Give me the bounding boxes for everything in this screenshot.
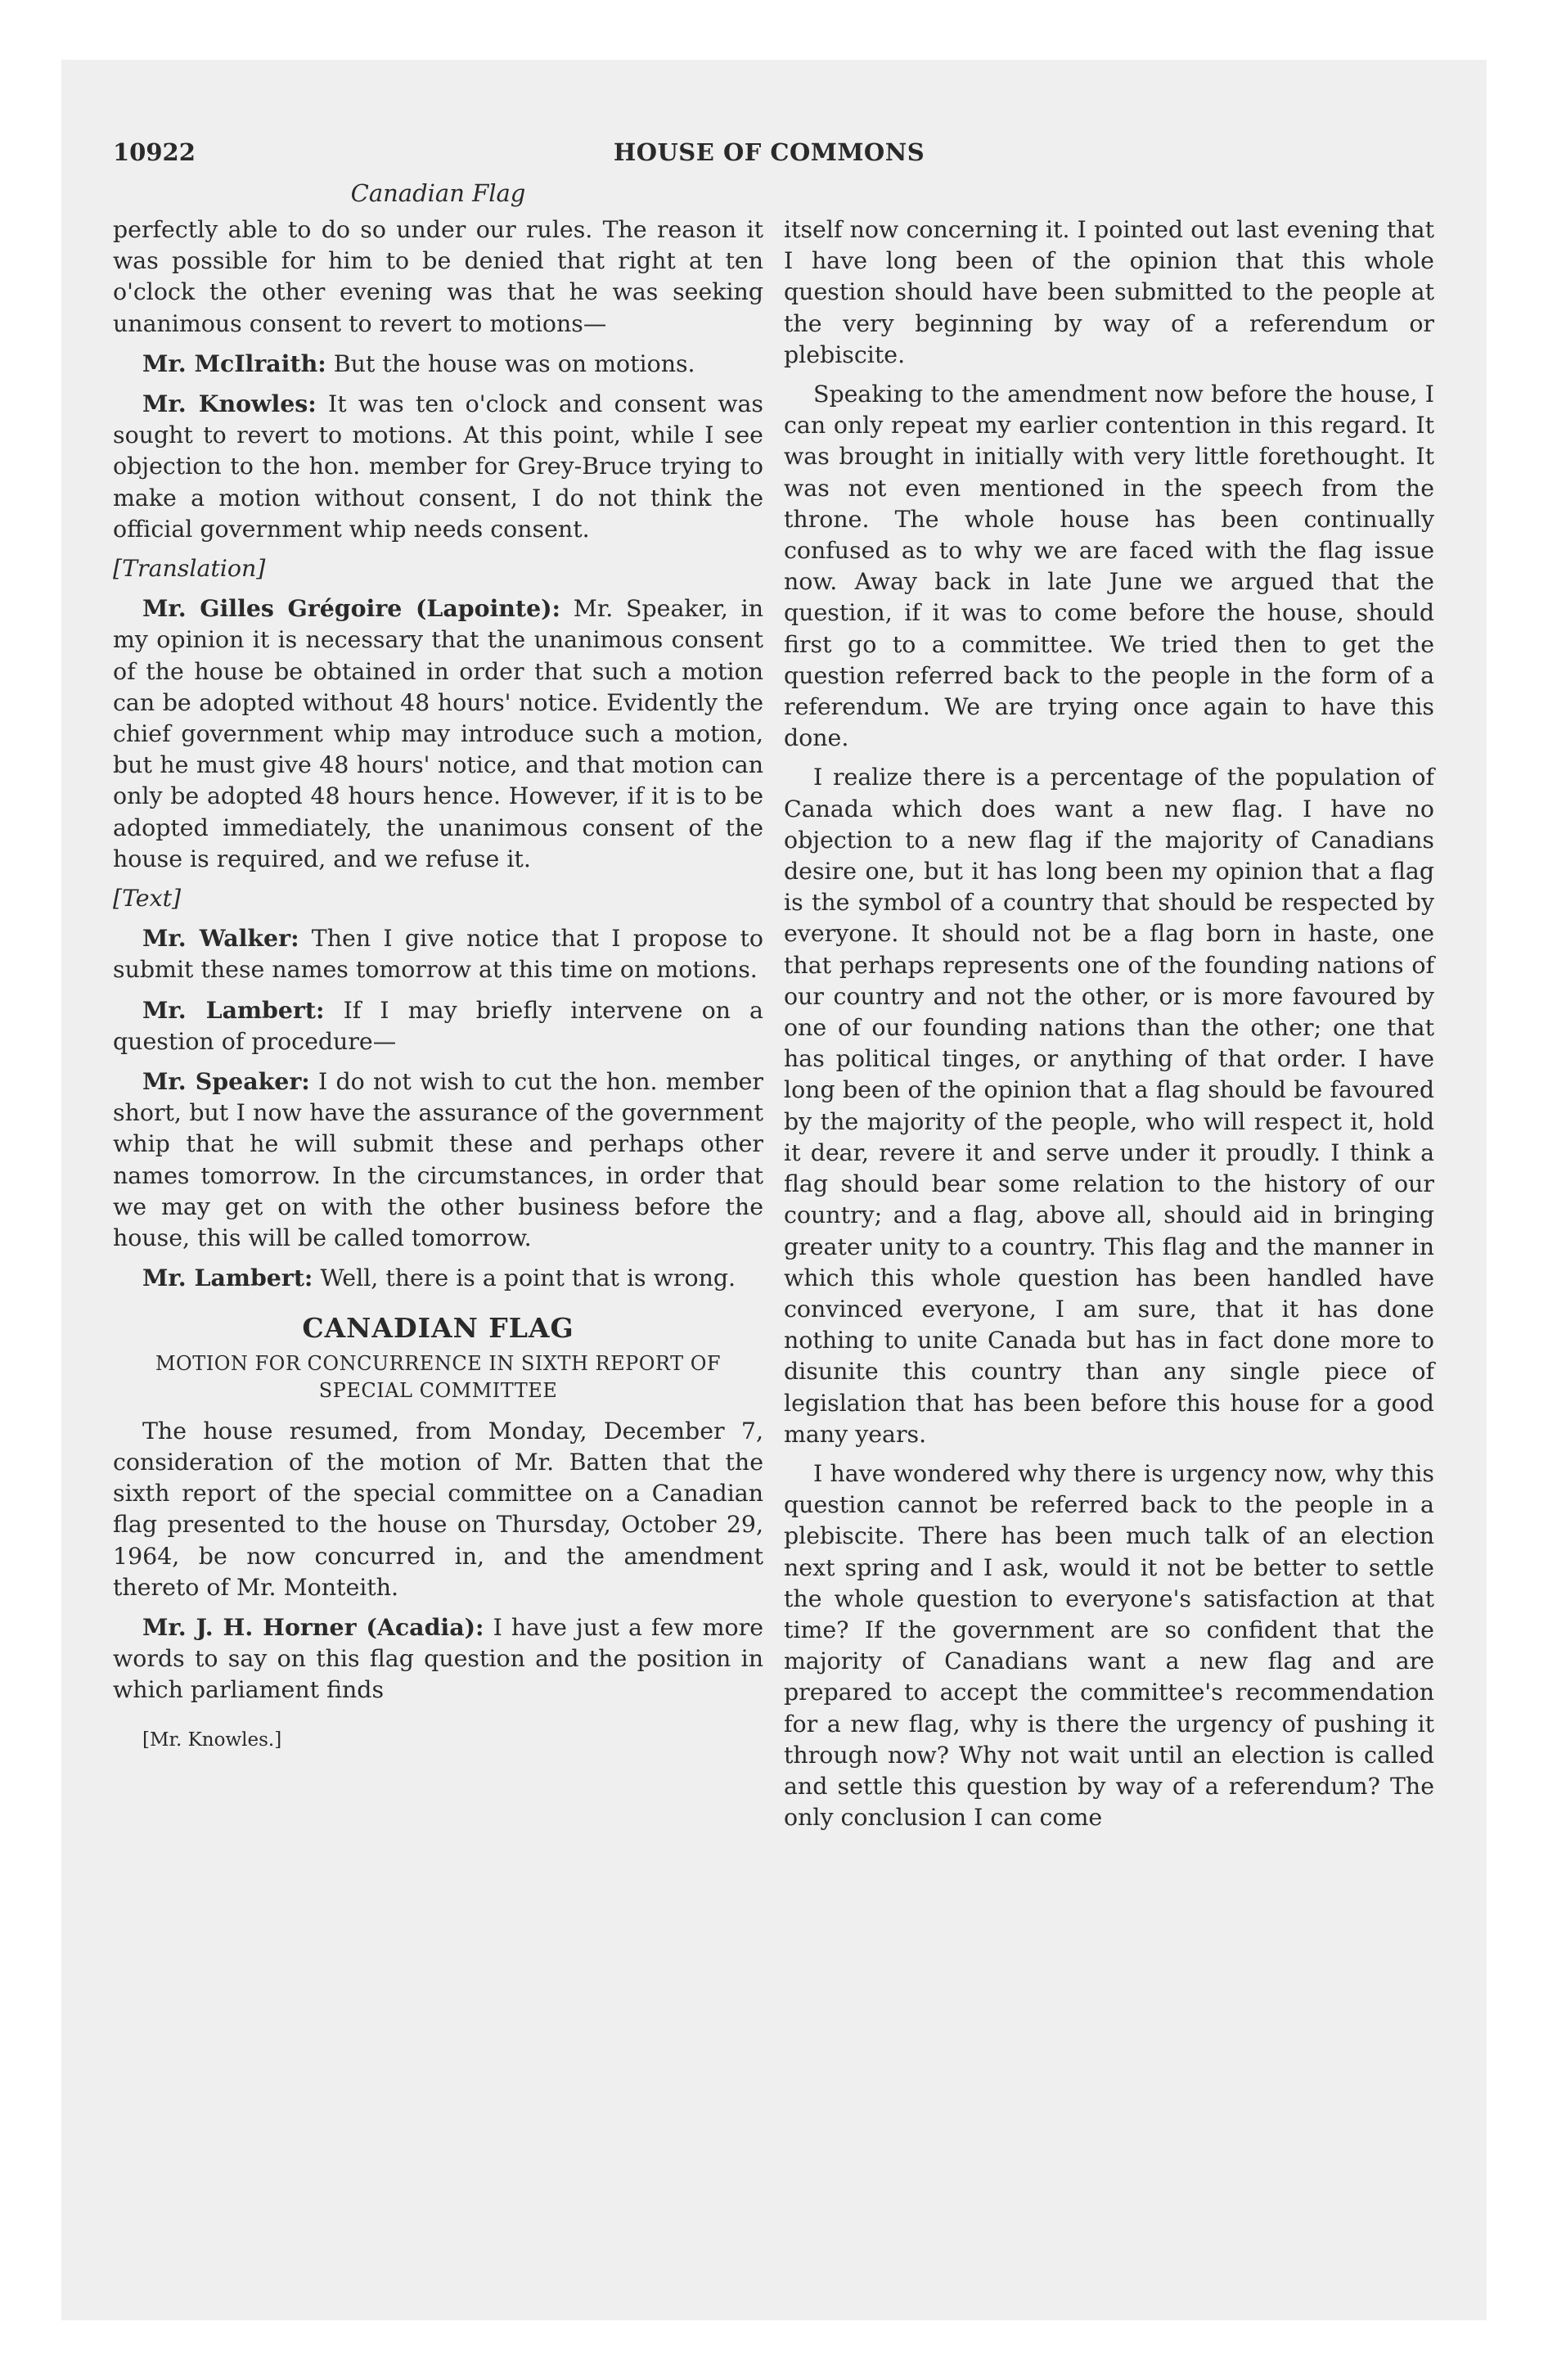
speech-text: Well, there is a point that is wrong. [313,1264,736,1292]
paragraph: The house resumed, from Monday, December 7, consideration of the motion of Mr. Batten that the sixth report of the special committee on a Canadian flag presented to the house on Thursday, October 29, 1964, be now concurred in, and the amendment thereto of Mr. Monteith. [113,1417,763,1601]
speaker-name: Mr. Gilles Grégoire (Lapointe): [142,594,561,623]
page-number: 10922 [113,138,196,166]
section-subheading: MOTION FOR CONCURRENCE IN SIXTH REPORT OF SPECIAL COMMITTEE [155,1351,722,1402]
speaker-name: Mr. J. H. Horner (Acadia): [142,1612,484,1641]
speech [113,348,763,380]
language-tag: [Text] [113,885,182,913]
section-heading: CANADIAN FLAG [302,1311,574,1344]
speech-text: It was ten o'clock and consent was sought to revert to motions. At this point, while I see objection to the hon. member for Grey-Bruce trying to make a motion without consent, I do not think the official government whip needs consent. [113,390,763,543]
speech [113,1066,763,1254]
paragraph: perfectly able to do so under our rules. The reason it was possible for him to be denied that right at ten o'clock the other evening was that he was seeking unanimous consent to revert to motions— [113,216,763,337]
speaker-name: Mr. Lambert: [142,995,325,1024]
paragraph: itself now concerning it. I pointed out last evening that I have long been of the opinion that this whole question should have been submitted to the people at the very beginning by way of a referendum or plebiscite. [784,216,1434,368]
speaker-name: Mr. Walker: [142,924,299,953]
speech-text: But the house was on motions. [326,349,695,377]
speech [113,994,763,1057]
speech-text: If I may briefly intervene on a question of procedure— [113,996,763,1055]
left-column [113,214,763,1764]
speaker-name: Mr. Speaker: [142,1067,310,1096]
speech [113,593,763,875]
speech [113,388,763,545]
speech-text: Then I give notice that I propose to submit these names tomorrow at this time on motions. [113,925,763,984]
paragraph: I have wondered why there is urgency now, why this question cannot be referred back to the people in a plebiscite. There has been much talk of an election next spring and I ask, would it not be better to settle the whole question to everyone's satisfaction at that time? If the government are so confident that the majority of Canadians want a new flag and are prepared to accept the committee's recommendation for a new flag, why is there the urgency of pushing it through now? Why not wait until an election is called and settle this question by way of a referendum? The only conclusion I can come [784,1459,1434,1832]
paragraph: I realize there is a percentage of the population of Canada which does want a new flag. I have no objection to a new flag if the majority of Canadians desire one, but it has long been my opinion that a flag is the symbol of a country that should be respected by everyone. It should not be a flag born in haste, one that perhaps represents one of the founding nations of our country and not the other, or is more favoured by one of our founding nations than the other; one that has political tinges, or anything of that order. I have long been of the opinion that a flag should be favoured by the majority of the people, who will respect it, hold it dear, revere it and serve under it proudly. I think a flag should bear some relation to the history of our country; and a flag, above all, should aid in bringing greater unity to a country. This flag and the manner in which this whole question has been handled have convinced everyone, I am sure, that it has done nothing to unite Canada but has in fact done more to disunite this country than any single piece of legislation that has been before this house for a good many years. [784,764,1434,1448]
speaker-name: Mr. Knowles: [142,390,317,418]
speaker-name: Mr. Lambert: [142,1264,313,1292]
footer-note: [Mr. Knowles.] [142,1729,282,1751]
speech [113,922,763,985]
speech-text: I have just a few more words to say on this flag question and the position in which parliament finds [113,1613,763,1704]
speaker-name: Mr. McIlraith: [142,349,326,377]
paragraph: Speaking to the amendment now before the house, I can only repeat my earlier contention in this regard. It was brought in initially with very little forethought. It was not even mentioned in the speech from the throne. The whole house has been continually confused as to why we are faced with the flag issue now. Away back in late June we argued that the question, if it was to come before the house, should first go to a committee. We tried then to get the question referred back to the people in the form of a referendum. We are trying once again to have this done. [784,381,1434,752]
page-title: HOUSE OF COMMONS [613,138,925,166]
speech [113,1611,763,1706]
speech-text: I do not wish to cut the hon. member short, but I now have the assurance of the government whip that he will submit these and perhaps other names tomorrow. In the circumstances, in order that we may get on with the other business before the house, this will be called tomorrow. [113,1068,763,1252]
speech [113,1262,763,1294]
right-column [784,214,1434,1841]
language-tag: [Translation] [113,555,266,583]
running-subject: Canadian Flag [350,179,526,207]
speech-text: Mr. Speaker, in my opinion it is necessary that the unanimous consent of the house be obtained in order that such a motion can be adopted without 48 hours' notice. Evidently the chief government whip may introduce such a motion, but he must give 48 hours' notice, and that motion can only be adopted 48 hours hence. However, if it is to be adopted immediately, the unanimous consent of the house is required, and we refuse it. [113,595,763,872]
